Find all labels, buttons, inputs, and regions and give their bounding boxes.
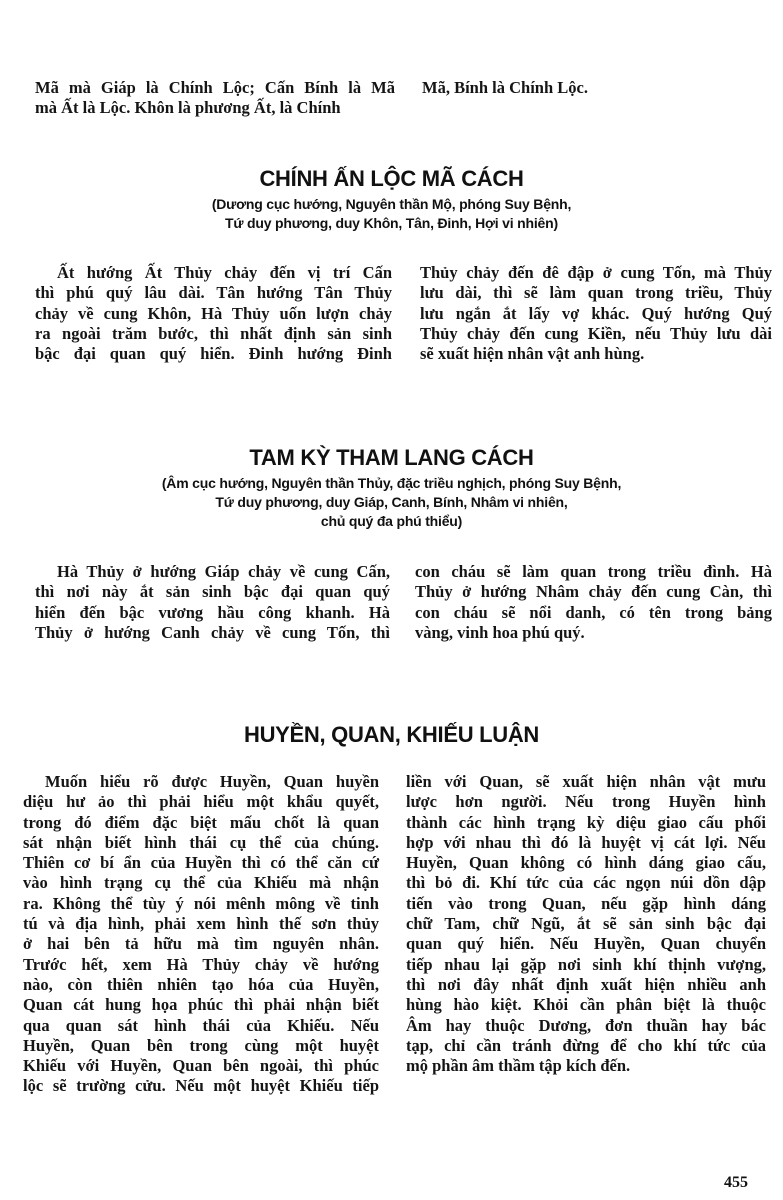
section-subtitle-line: chủ quý đa phú thiểu) [320,513,463,529]
section-heading [0,166,783,233]
text-line: Muốn hiểu rõ được Huyền, Quan huyền [45,772,379,791]
text-line: thành các hình trạng kỳ diệu giao cấu phối [406,812,766,832]
top-left-column [35,78,395,119]
text-line: hợp với nhau thì đó là huyệt vị cát lợi. Nếu [406,832,766,852]
text-line: chữ Tam, chữ Ngũ, ắt sẽ sản sinh bậc đại [406,914,766,934]
text-line: tạp, chỉ cần tránh đừng để cho khí tức của [406,1035,766,1055]
section-1-right-column [420,263,772,364]
section-2-right-column [415,562,772,643]
text-line: Huyền, Quan không có hình dáng giao cấu, [406,853,766,873]
text-line: ra. Không thể tùy ý nói mênh mông về tinh [23,893,379,913]
text-line: tiếp nhau lại gặp nơi sinh khí thịnh vượng, [406,954,766,974]
text-line: liền với Quan, sẽ xuất hiện nhân vật mưu [406,772,766,791]
text-line: con cháu sẽ làm quan trong triều đình. Hà [415,562,772,581]
text-line: nào, còn thiên nhiên tạo hóa của Huyền, [23,974,379,994]
text-line: mộ phần âm thầm tập kích đến. [406,1056,631,1076]
text-line: Thủy chảy đến cung Kiền, nếu Thủy lưu dài [420,323,772,343]
text-line: Mã mà Giáp là Chính Lộc; Cấn Bính là Mã [35,78,395,97]
text-line: Ất hướng Ất Thủy chảy đến vị trí Cấn [57,263,392,282]
text-line: ở hai bên tả hữu mà tìm nguyên nhân. [23,934,379,954]
top-right-column [422,78,752,98]
text-line: vàng, vinh hoa phú quý. [415,622,585,642]
section-title: HUYỀN, QUAN, KHIẾU LUẬN [244,722,539,747]
section-1-left-column [35,263,392,364]
text-line: lưu dài, thì sẽ làm quan trong triều, Thủy [420,283,772,303]
text-line: Thủy ở hướng Canh chảy về cung Tốn, thì [35,622,390,642]
text-line: Hà Thủy ở hướng Giáp chảy về cung Cấn, [57,562,390,581]
text-line: lưu ngắn ắt lấy vợ khác. Quý hướng Quý [420,303,772,323]
section-heading [0,445,783,531]
text-line: vào hình trạng cụ thể của Khiếu mà nhận [23,873,379,893]
section-title: TAM KỲ THAM LANG CÁCH [249,445,534,470]
text-line: thì phú quý lâu dài. Tân hướng Tân Thủy [35,283,392,303]
text-line: Quan cát hung họa phúc thì phải nhận biết [23,995,379,1015]
text-line: tú và địa hình, phải xem hình thế sơn thủy [23,914,379,934]
text-line: lược hơn người. Nếu trong Huyền hình [406,792,766,812]
text-line: con cháu sẽ nổi danh, có tên trong bảng [415,602,772,622]
section-subtitle-line: (Dương cục hướng, Nguyên thần Mộ, phóng Suy Bệnh, [211,196,572,212]
text-line: hiển đến bậc vương hầu công khanh. Hà [35,602,390,622]
section-subtitle-line: (Âm cục hướng, Nguyên thần Thủy, đặc triều nghịch, phóng Suy Bệnh, [161,475,622,491]
text-line: Âm hay thuộc Dương, đơn thuần hay bác [406,1015,766,1035]
text-line: tiến vào trong Quan, nếu gặp hình dáng [406,893,766,913]
text-line: Thiên cơ bí ẩn của Huyền thì có thể căn cứ [23,853,379,873]
text-line: thì bỏ đi. Khí tức của các ngọn núi dồn dập [406,873,766,893]
text-line: Khiếu với Huyền, Quan bên ngoài, thì phúc [23,1056,379,1076]
text-line: trong đó điểm đặc biệt mấu chốt là quan [23,812,379,832]
text-line: thì nơi đây nhất định xuất hiện nhiều anh [406,974,766,994]
section-3-right-column [406,772,766,1076]
section-title: CHÍNH ẤN LỘC MÃ CÁCH [259,166,524,191]
text-line: lộc sẽ trường cửu. Nếu một huyệt Khiếu tiếp [23,1076,379,1096]
section-subtitle-line: Tứ duy phương, duy Giáp, Canh, Bính, Nhâm vi nhiên, [215,494,568,510]
section-2-left-column [35,562,390,643]
text-line: qua quan sát hình thái của Khiếu. Nếu [23,1015,379,1035]
text-line: Thủy chảy đến đê đập ở cung Tốn, mà Thủy [420,263,772,282]
text-line: chảy về cung Khôn, Hà Thủy uốn lượn chảy [35,303,392,323]
text-line: bậc đại quan quý hiển. Đinh hướng Đinh [35,344,392,364]
text-line: hùng hào kiệt. Khỏi cần phân biệt là thuộc [406,995,766,1015]
text-line: ra ngoài trăm bước, thì nhất định sản sinh [35,323,392,343]
text-line: mà Ất là Lộc. Khôn là phương Ất, là Chính [35,98,341,118]
text-line: Trước hết, xem Hà Thủy chảy về hướng [23,954,379,974]
text-line: Mã, Bính là Chính Lộc. [422,78,588,97]
text-line: thì nơi này ắt sản sinh bậc đại quan quý [35,582,390,602]
text-line: Thủy ở hướng Nhâm chảy đến cung Càn, thì [415,582,772,602]
page-number: 455 [724,1174,748,1191]
text-line: diệu hư ảo thì phải hiểu một khẩu quyết, [23,792,379,812]
text-line: sát nhận biết hình thái cụ thể của chúng. [23,832,379,852]
text-line: quan quý hiển. Nếu Huyền, Quan chuyển [406,934,766,954]
section-3-left-column [23,772,379,1097]
text-line: sẽ xuất hiện nhân vật anh hùng. [420,344,645,364]
section-heading [0,722,783,748]
text-line: Huyền, Quan bên trong cùng một huyệt [23,1035,379,1055]
section-subtitle-line: Tứ duy phương, duy Khôn, Tân, Đinh, Hợi vi nhiên) [225,215,558,231]
